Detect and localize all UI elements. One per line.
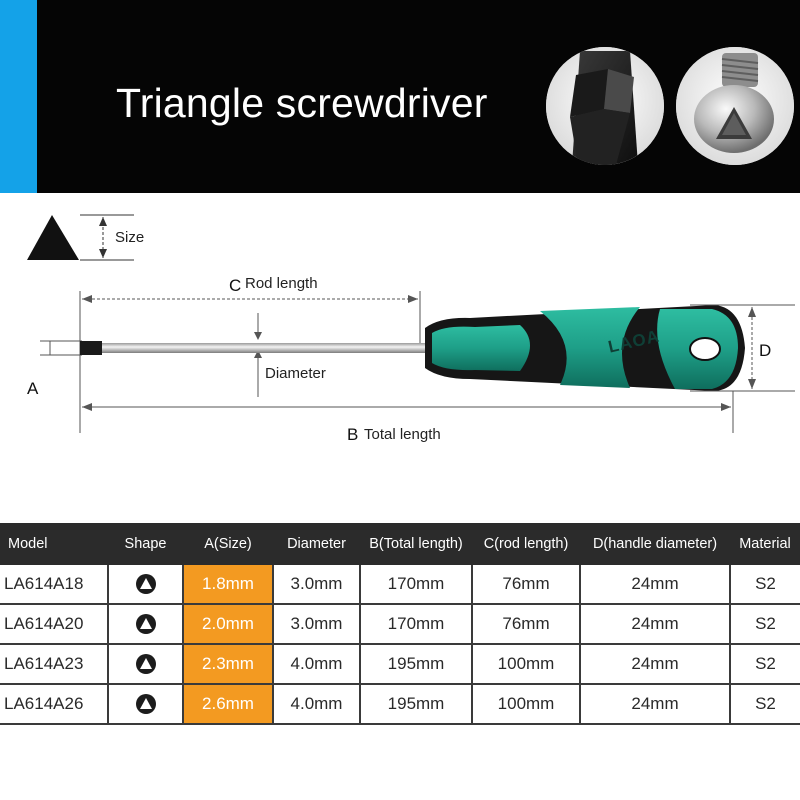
diameter-arrows <box>254 313 262 397</box>
d-letter: D <box>759 341 772 360</box>
page-title: Triangle screwdriver <box>116 80 488 126</box>
shape-cell <box>108 644 183 684</box>
header-total-length: B(Total length) <box>360 523 472 565</box>
diameter-label: Diameter <box>265 365 326 382</box>
b-letter: B <box>347 425 359 444</box>
triangle-size-icon <box>27 215 79 260</box>
material-cell: S2 <box>730 644 800 684</box>
table-row <box>0 644 800 684</box>
model-cell: LA614A20 <box>0 604 108 644</box>
table-row <box>0 565 800 604</box>
size-cell: 2.3mm <box>183 644 273 684</box>
handle <box>425 305 745 391</box>
table-row <box>0 604 800 644</box>
table-header-row <box>0 523 800 565</box>
handle-diameter-cell: 24mm <box>580 684 730 724</box>
header-rod-length: C(rod length) <box>472 523 580 565</box>
header-diameter: Diameter <box>273 523 360 565</box>
triangle-icon <box>136 654 156 674</box>
handle-diameter-cell: 24mm <box>580 644 730 684</box>
accent-bar <box>0 0 37 193</box>
triangle-screw-photo <box>676 47 794 165</box>
shape-cell <box>108 565 183 604</box>
total-length-cell: 170mm <box>360 604 472 644</box>
material-cell: S2 <box>730 565 800 604</box>
a-size-line <box>40 341 82 355</box>
handle-diameter-cell: 24mm <box>580 565 730 604</box>
header-shape: Shape <box>108 523 183 565</box>
total-length-label: Total length <box>364 426 441 443</box>
rod-length-cell: 100mm <box>472 684 580 724</box>
rod-length-line <box>80 291 420 433</box>
material-cell: S2 <box>730 604 800 644</box>
rod-length-cell: 100mm <box>472 644 580 684</box>
rod-length-cell: 76mm <box>472 565 580 604</box>
diameter-cell: 3.0mm <box>273 604 360 644</box>
header-a-size: A(Size) <box>183 523 273 565</box>
dimension-diagram <box>0 193 800 523</box>
material-cell: S2 <box>730 684 800 724</box>
diameter-cell: 4.0mm <box>273 644 360 684</box>
header-banner <box>0 0 800 193</box>
rod-tip <box>80 341 102 355</box>
triangle-icon <box>136 614 156 634</box>
header-material: Material <box>730 523 800 565</box>
rod-length-cell: 76mm <box>472 604 580 644</box>
header-handle-diameter: D(handle diameter) <box>580 523 730 565</box>
model-cell: LA614A26 <box>0 684 108 724</box>
rod-length-label: Rod length <box>245 275 318 292</box>
total-length-cell: 195mm <box>360 684 472 724</box>
screwdriver-tip-photo <box>546 47 664 165</box>
size-cell: 1.8mm <box>183 565 273 604</box>
diameter-cell: 4.0mm <box>273 684 360 724</box>
triangle-icon <box>136 694 156 714</box>
model-cell: LA614A23 <box>0 644 108 684</box>
shape-cell <box>108 684 183 724</box>
total-length-cell: 170mm <box>360 565 472 604</box>
table-row <box>0 684 800 724</box>
spec-table <box>0 523 800 725</box>
size-label: Size <box>115 229 145 246</box>
diameter-cell: 3.0mm <box>273 565 360 604</box>
shape-cell <box>108 604 183 644</box>
triangle-icon <box>136 574 156 594</box>
header-model: Model <box>0 523 108 565</box>
c-letter: C <box>229 276 242 295</box>
rod <box>82 343 427 353</box>
size-cell: 2.6mm <box>183 684 273 724</box>
handle-brand: LAOA <box>606 326 662 357</box>
size-cell: 2.0mm <box>183 604 273 644</box>
model-cell: LA614A18 <box>0 565 108 604</box>
total-length-cell: 195mm <box>360 644 472 684</box>
a-letter: A <box>27 379 39 398</box>
handle-diameter-cell: 24mm <box>580 604 730 644</box>
